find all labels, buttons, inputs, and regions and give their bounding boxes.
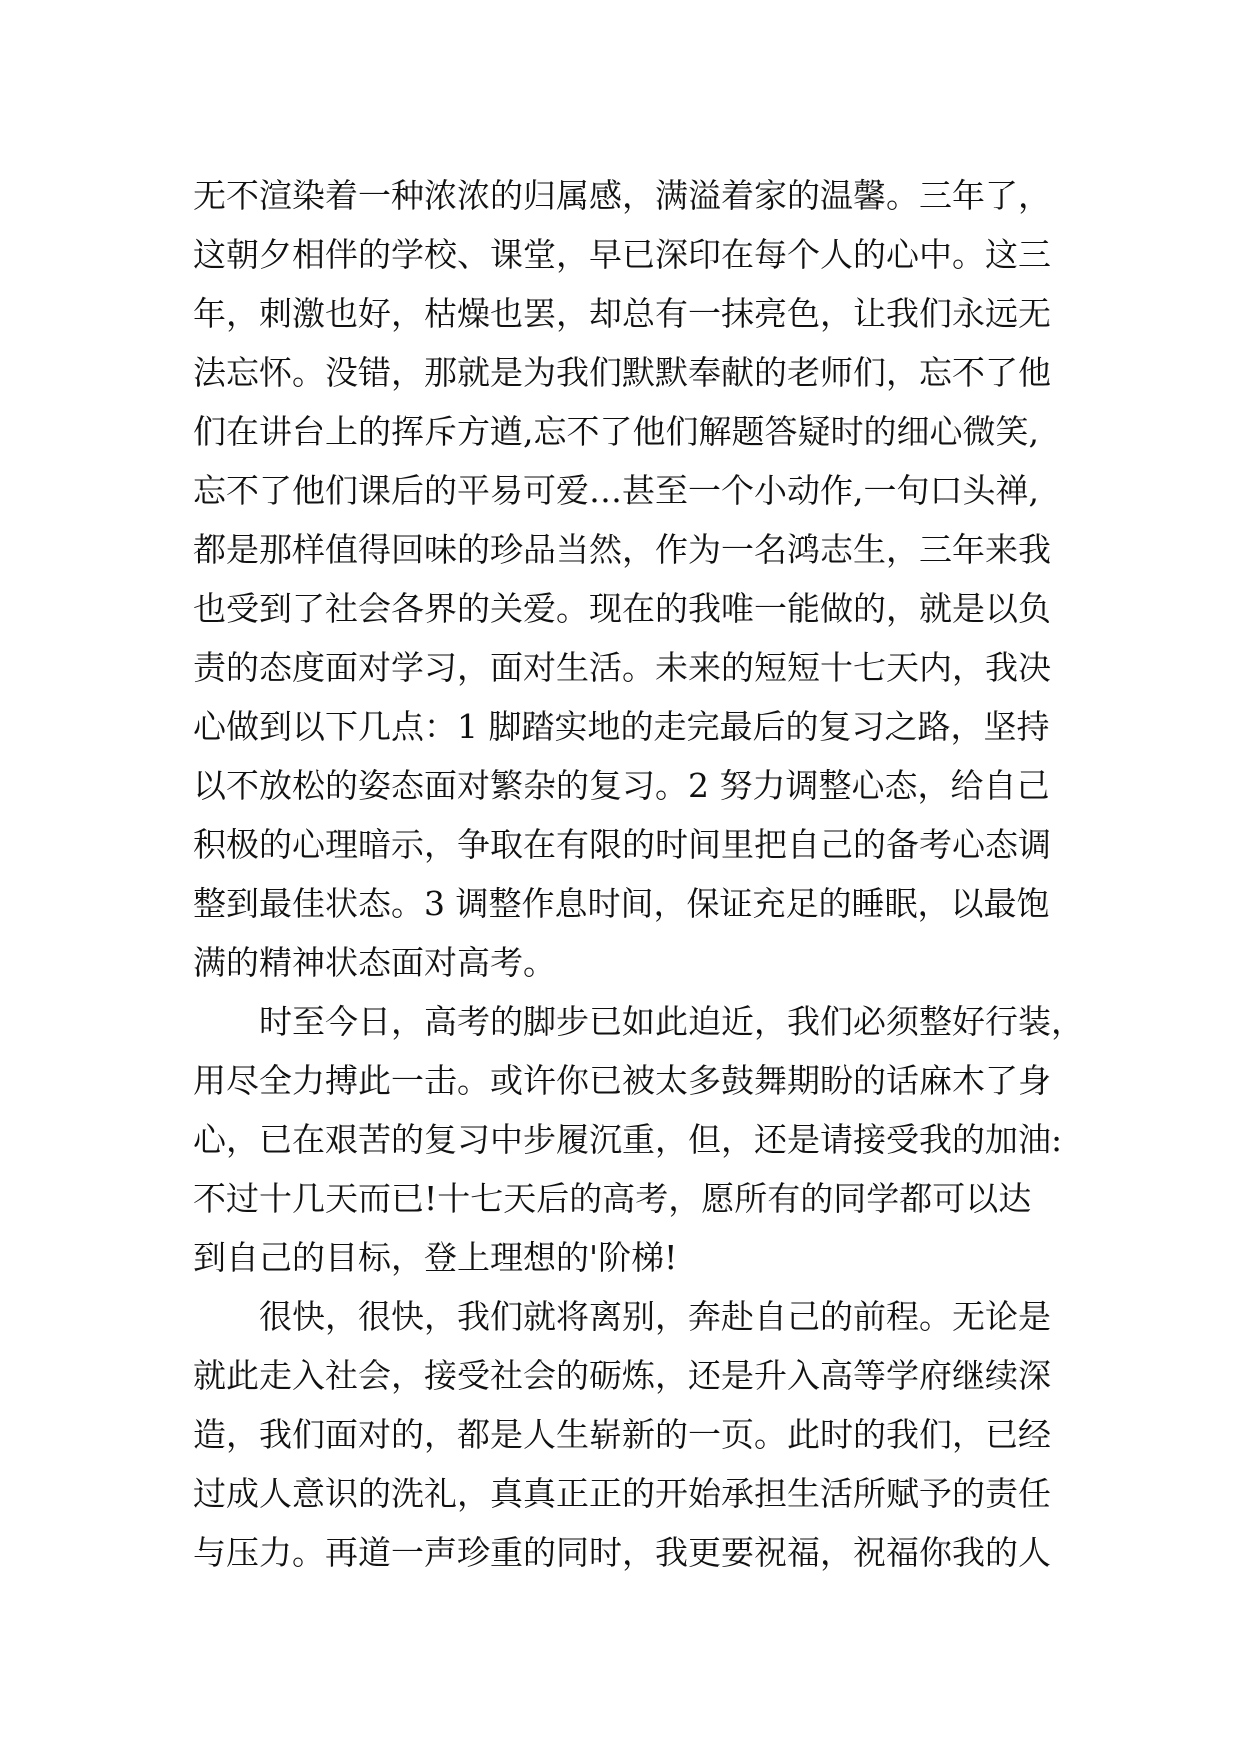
text-line: 与压力。再道一声珍重的同时，我更要祝福，祝福你我的人 [193, 1533, 1051, 1572]
text-line: 法忘怀。没错，那就是为我们默默奉献的老师们，忘不了他 [193, 353, 1051, 392]
text-line: 这朝夕相伴的学校、课堂，早已深印在每个人的心中。这三 [193, 235, 1051, 274]
text-line: 满的精神状态面对高考。 [193, 943, 556, 982]
text-line: 造，我们面对的，都是人生崭新的一页。此时的我们，已经 [193, 1415, 1051, 1454]
paragraph-3 [193, 1287, 1073, 1582]
text-line: 们在讲台上的挥斥方遒,忘不了他们解题答疑时的细心微笑, [193, 412, 1039, 451]
text-line: 心做到以下几点：1 脚踏实地的走完最后的复习之路，坚持 [193, 707, 1050, 746]
text-line: 心，已在艰苦的复习中步履沉重，但，还是请接受我的加油: [193, 1120, 1063, 1159]
body-text [193, 166, 1084, 1582]
text-line: 忘不了他们课后的平易可爱…甚至一个小动作,一句口头禅, [193, 471, 1039, 510]
text-line: 责的态度面对学习，面对生活。未来的短短十七天内，我决 [193, 648, 1051, 687]
paragraph-1 [193, 166, 1073, 992]
text-line: 到自己的目标，登上理想的'阶梯! [193, 1238, 678, 1277]
text-line: 积极的心理暗示，争取在有限的时间里把自己的备考心态调 [193, 825, 1051, 864]
text-line: 以不放松的姿态面对繁杂的复习。2 努力调整心态，给自己 [193, 766, 1050, 805]
text-line: 年，刺激也好，枯燥也罢，却总有一抹亮色，让我们永远无 [193, 294, 1051, 333]
text-line: 无不渲染着一种浓浓的归属感，满溢着家的温馨。三年了， [193, 176, 1051, 215]
text-line: 都是那样值得回味的珍品当然，作为一名鸿志生，三年来我 [193, 530, 1051, 569]
text-line: 整到最佳状态。3 调整作息时间，保证充足的睡眠，以最饱 [193, 884, 1050, 923]
text-line: 很快，很快，我们就将离别，奔赴自己的前程。无论是 [259, 1297, 1051, 1336]
text-line: 时至今日，高考的脚步已如此迫近，我们必须整好行装， [259, 1002, 1084, 1041]
text-line: 也受到了社会各界的关爱。现在的我唯一能做的，就是以负 [193, 589, 1051, 628]
text-line: 不过十几天而已!十七天后的高考，愿所有的同学都可以达 [193, 1179, 1032, 1218]
paragraph-2 [193, 992, 1084, 1287]
text-line: 就此走入社会，接受社会的砺炼，还是升入高等学府继续深 [193, 1356, 1051, 1395]
text-line: 过成人意识的洗礼，真真正正的开始承担生活所赋予的责任 [193, 1474, 1051, 1513]
text-line: 用尽全力搏此一击。或许你已被太多鼓舞期盼的话麻木了身 [193, 1061, 1051, 1100]
